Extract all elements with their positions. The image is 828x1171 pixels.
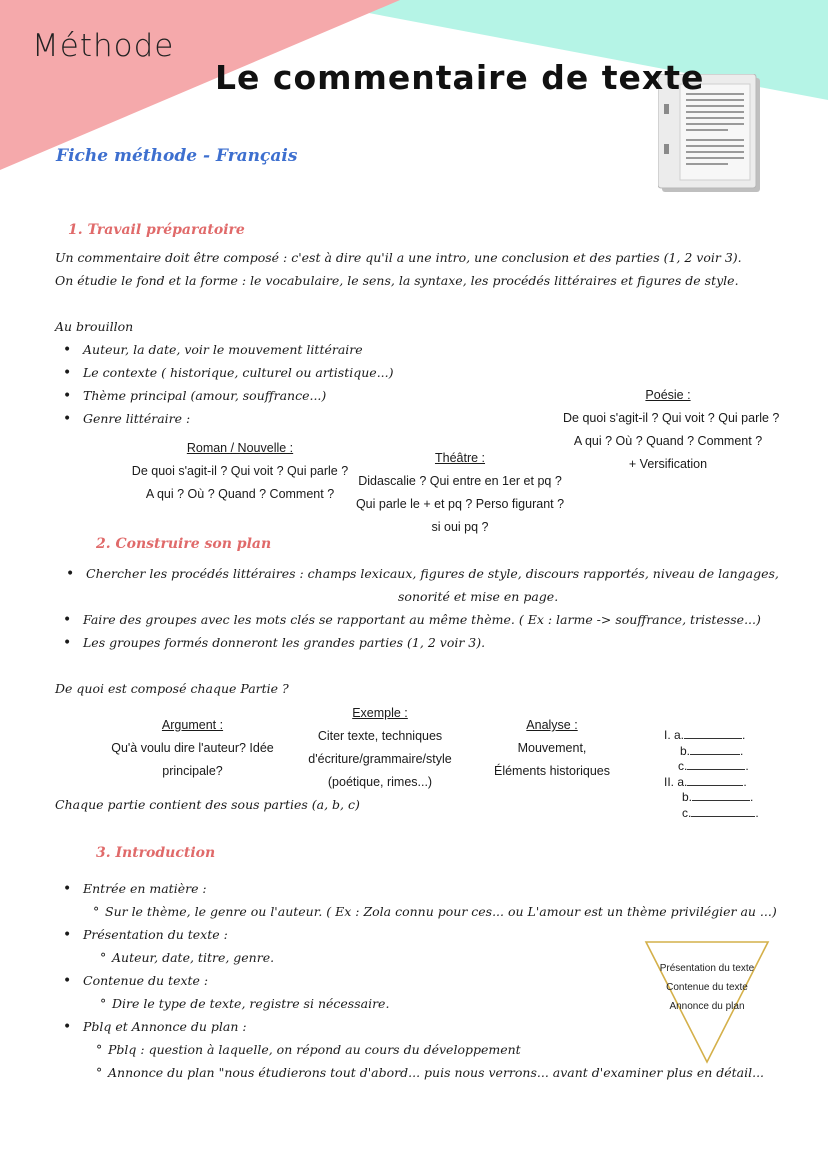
section-heading-2: 2. Construire son plan	[96, 536, 272, 552]
plan-item: I. a.	[664, 728, 685, 742]
poesie-box	[563, 384, 780, 476]
roman-box	[130, 437, 350, 506]
theatre-title: Théâtre :	[434, 451, 486, 465]
poesie-line: + Versification	[628, 457, 708, 471]
list-item: • Faire des groupes avec les mots clés se rapportant au même thème. ( Ex : larme -> souffrance, tristesse...)	[83, 612, 761, 627]
argument-title: Argument :	[161, 718, 224, 732]
sub-item: ° Sur le thème, le genre ou l'auteur. ( Ex : Zola connu pour ces... ou L'amour est un thème privilégier au ...)	[105, 904, 777, 919]
page-title: Le commentaire de texte	[215, 58, 705, 97]
plan-item: b.	[682, 790, 693, 805]
sub-item: ° Auteur, date, titre, genre.	[112, 950, 274, 965]
funnel-labels	[640, 959, 774, 1016]
page-subtitle: Fiche méthode - Français	[56, 146, 298, 166]
methode-label: Méthode	[32, 28, 175, 64]
exemple-line: d'écriture/grammaire/style	[308, 752, 452, 766]
funnel-label: Annonce du plan	[669, 1001, 745, 1012]
funnel-label: Présentation du texte	[659, 963, 755, 974]
argument-box	[100, 714, 285, 783]
paragraph: Un commentaire doit être composé : c'est à dire qu'il a une intro, une conclusion et des parties (1, 2 voir 3).	[55, 250, 742, 265]
section-heading-3: 3. Introduction	[96, 845, 216, 861]
parts-question: De quoi est composé chaque Partie ?	[55, 681, 289, 696]
list-item: • Contenue du texte :	[83, 973, 208, 988]
poesie-line: A qui ? Où ? Quand ? Comment ?	[573, 434, 763, 448]
section-heading-1: 1. Travail préparatoire	[68, 222, 245, 238]
argument-line: Qu'à voulu dire l'auteur? Idée	[111, 741, 274, 755]
plan-item: II. a.	[664, 774, 688, 789]
list-item-continuation: sonorité et mise en page.	[398, 589, 559, 604]
plan-item: c.	[682, 805, 692, 820]
roman-line: De quoi s'agit-il ? Qui voit ? Qui parle ?	[131, 464, 349, 478]
exemple-title: Exemple :	[352, 706, 408, 720]
list-item: • Les groupes formés donneront les grandes parties (1, 2 voir 3).	[83, 635, 485, 650]
plan-item: c.	[678, 759, 688, 774]
theatre-line: si oui pq ?	[431, 520, 489, 534]
analyse-line: Mouvement,	[517, 741, 587, 755]
argument-line: principale?	[162, 764, 223, 778]
list-item: • Auteur, la date, voir le mouvement littéraire	[83, 342, 363, 357]
exemple-line: (poétique, rimes...)	[327, 775, 433, 789]
exemple-box	[295, 702, 465, 794]
theatre-line: Qui parle le + et pq ? Perso figurant ?	[355, 497, 565, 511]
list-item: • Genre littéraire :	[83, 411, 190, 426]
funnel-label: Contenue du texte	[666, 982, 748, 993]
list-item: • Le contexte ( historique, culturel ou artistique...)	[83, 365, 394, 380]
plan-outline: I. a. . b. . c. . II. a. . b. . c. .	[664, 728, 759, 820]
list-item: • Pblq et Annonce du plan :	[83, 1019, 247, 1034]
list-item: • Chercher les procédés littéraires : champs lexicaux, figures de style, discours rapportés, niveau de langages,	[86, 566, 779, 581]
theatre-line: Didascalie ? Qui entre en 1er et pq ?	[358, 474, 562, 488]
sub-item: ° Dire le type de texte, registre si nécessaire.	[112, 996, 389, 1011]
sous-parties-note: Chaque partie contient des sous parties (a, b, c)	[55, 797, 360, 812]
analyse-line: Éléments historiques	[493, 764, 611, 778]
roman-line: A qui ? Où ? Quand ? Comment ?	[145, 487, 335, 501]
plan-item: b.	[680, 743, 691, 758]
analyse-title: Analyse :	[526, 718, 578, 732]
list-item: • Présentation du texte :	[83, 927, 228, 942]
sub-item: ° Annonce du plan "nous étudierons tout d'abord... puis nous verrons... avant d'examiner plus en détail...	[108, 1065, 764, 1080]
analyse-box	[482, 714, 622, 783]
exemple-line: Citer texte, techniques	[317, 729, 443, 743]
sub-item: ° Pblq : question à laquelle, on répond au cours du développement	[108, 1042, 521, 1057]
theatre-box	[355, 447, 565, 539]
list-item: • Thème principal (amour, souffrance...)	[83, 388, 326, 403]
roman-title: Roman / Nouvelle :	[186, 441, 294, 455]
brouillon-label: Au brouillon	[55, 319, 134, 334]
poesie-line: De quoi s'agit-il ? Qui voit ? Qui parle ?	[563, 411, 780, 425]
poesie-title: Poésie :	[645, 388, 691, 402]
list-item: • Entrée en matière :	[83, 881, 207, 896]
paragraph: On étudie le fond et la forme : le vocabulaire, le sens, la syntaxe, les procédés littéraires et figures de style.	[55, 273, 739, 288]
